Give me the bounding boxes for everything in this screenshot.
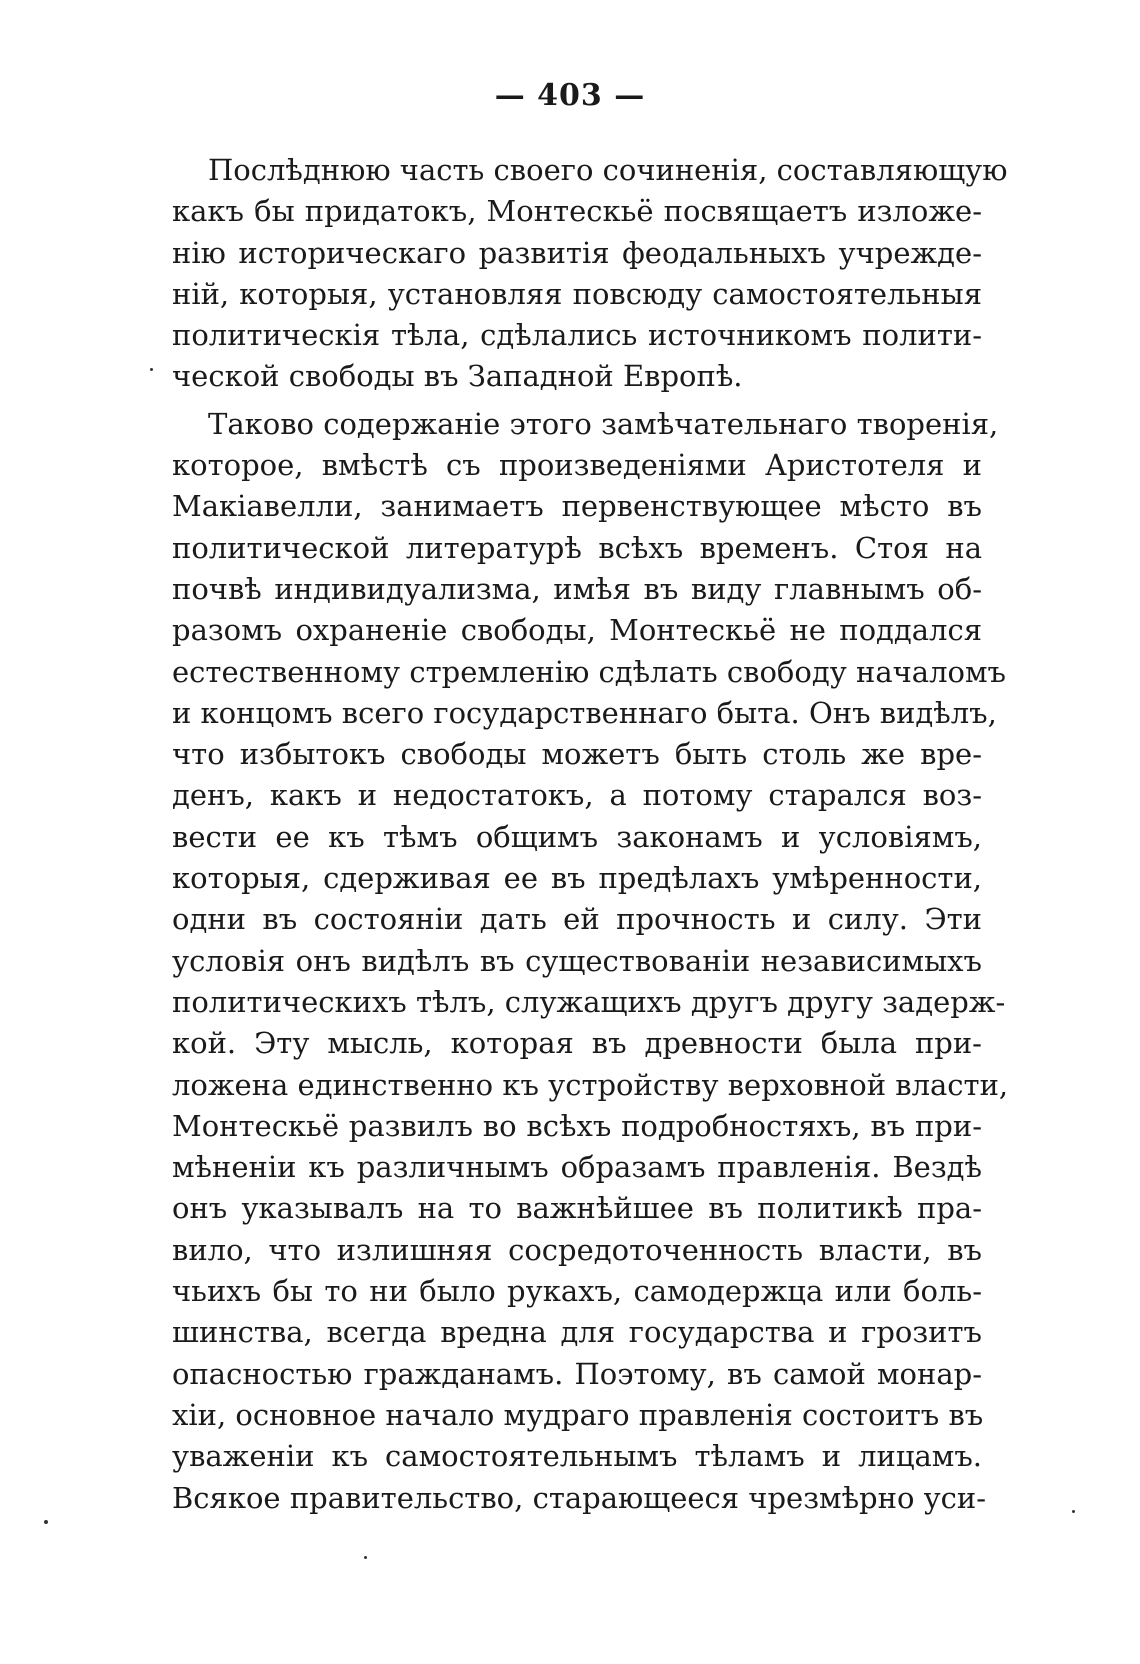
paragraph-2	[172, 404, 1009, 1519]
text-line: хіи, основное начало мудраго правленія состоитъ въ	[172, 1397, 984, 1432]
text-line: ложена единственно къ устройству верховной власти,	[172, 1067, 1009, 1102]
text-line: Монтескьё развилъ во всѣхъ подробностяхъ, въ при-	[172, 1108, 982, 1143]
text-line: разомъ охраненіе свободы, Монтескьё не поддался	[172, 613, 982, 648]
scan-speck	[150, 368, 153, 371]
scan-speck	[1072, 1510, 1075, 1513]
text-line: одни въ состояніи дать ей прочность и силу. Эти	[172, 902, 982, 937]
text-line: которое, вмѣстѣ съ произведеніями Аристотеля и	[172, 448, 982, 483]
text-line: которыя, сдерживая ее въ предѣлахъ умѣренности,	[172, 861, 982, 896]
text-line: что избытокъ свободы можетъ быть столь же вре-	[172, 737, 982, 772]
text-line: кой. Эту мысль, которая въ древности была при-	[172, 1026, 982, 1061]
text-line: вило, что излишняя сосредоточенность власти, въ	[172, 1232, 982, 1267]
text-line: Макіавелли, занимаетъ первенствующее мѣсто въ	[172, 489, 982, 524]
text-line: почвѣ индивидуализма, имѣя въ виду главнымъ об-	[172, 571, 982, 606]
text-line: какъ бы придатокъ, Монтескьё посвящаетъ изложе-	[172, 194, 982, 229]
text-line: онъ указывалъ на то важнѣйшее въ политикѣ пра-	[172, 1191, 982, 1226]
scan-speck	[44, 1520, 48, 1524]
text-line: Послѣднюю часть своего сочиненія, составляющую	[208, 153, 1008, 187]
text-line: денъ, какъ и недостатокъ, а потому старался воз-	[172, 778, 982, 813]
text-line: политическія тѣла, сдѣлались источникомъ полити-	[172, 318, 982, 353]
text-line: условія онъ видѣлъ въ существованіи независимыхъ	[172, 943, 982, 978]
text-line: вести ее къ тѣмъ общимъ законамъ и условіямъ,	[172, 819, 982, 854]
text-line: уваженіи къ самостоятельнымъ тѣламъ и лицамъ.	[172, 1439, 982, 1474]
text-line: Таково содержаніе этого замѣчательнаго творенія,	[208, 406, 999, 441]
text-line: ній, которыя, установляя повсюду самостоятельныя	[172, 276, 982, 311]
text-line: опасностью гражданамъ. Поэтому, въ самой монар-	[172, 1356, 982, 1391]
text-line: Всякое правительство, старающееся чрезмѣрно уси-	[172, 1480, 987, 1515]
text-line: шинства, всегда вредна для государства и грозитъ	[172, 1315, 982, 1350]
body-text	[172, 150, 1009, 1519]
text-line: политическихъ тѣлъ, служащихъ другъ другу задерж-	[172, 984, 1006, 1019]
text-line: ческой свободы въ Западной Европѣ.	[172, 359, 743, 394]
page-number: — 403 —	[494, 78, 646, 113]
text-line: чьихъ бы то ни было рукахъ, самодержца или боль-	[172, 1274, 982, 1309]
scan-speck	[364, 1556, 367, 1559]
text-line: мѣненіи къ различнымъ образамъ правленія. Вездѣ	[172, 1150, 982, 1185]
paragraph-1	[172, 150, 1008, 398]
text-line: нію историческаго развитія феодальныхъ учрежде-	[172, 235, 982, 270]
text-line: естественному стремленію сдѣлать свободу началомъ	[172, 654, 1006, 689]
text-line: политической литературѣ всѣхъ временъ. Стоя на	[172, 530, 982, 565]
text-line: и концомъ всего государственнаго быта. Онъ видѣлъ,	[172, 695, 997, 730]
